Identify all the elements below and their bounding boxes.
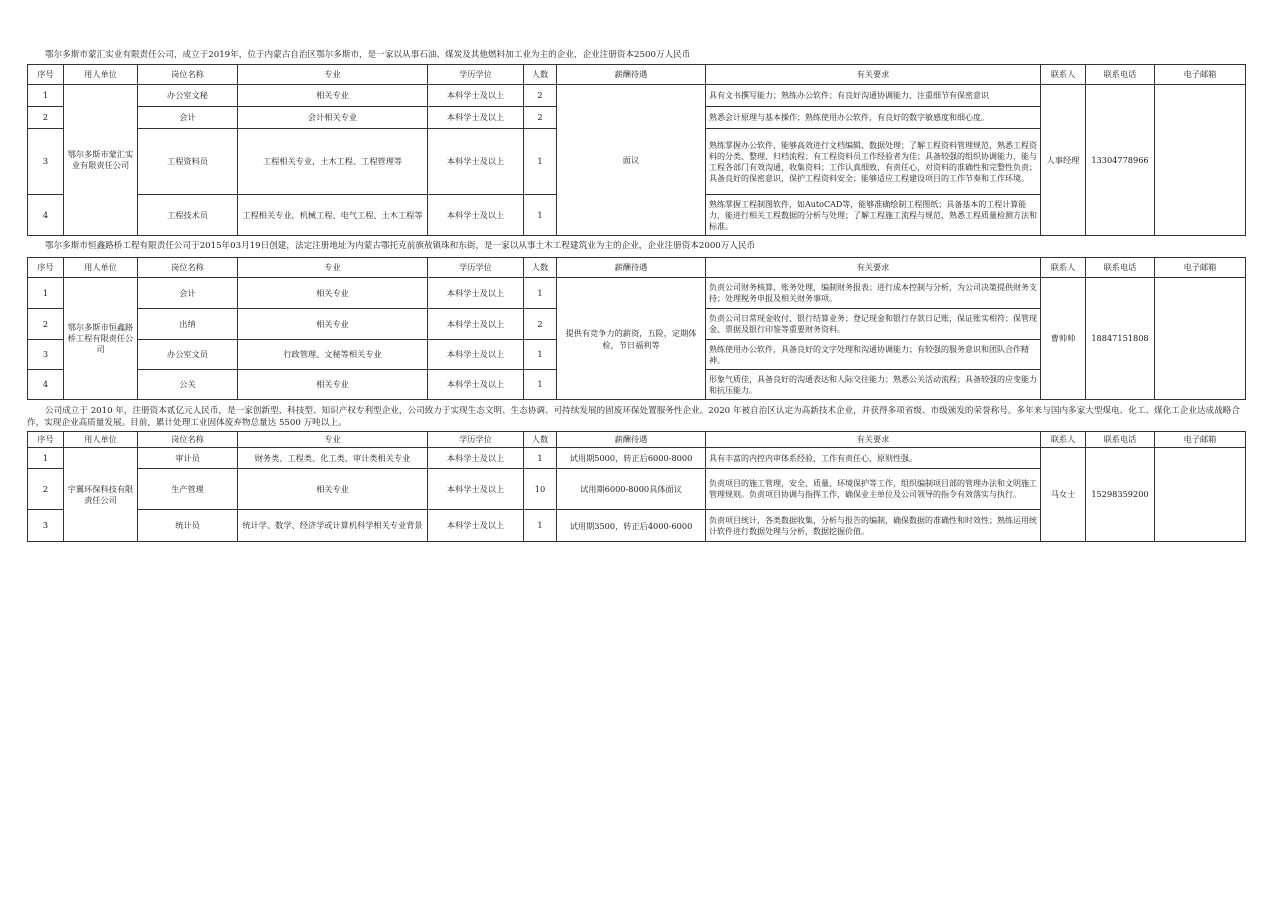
header-cell: 学历学位 xyxy=(428,65,524,85)
header-cell: 序号 xyxy=(28,258,64,278)
employer-name: 宇翼环保科技有限责任公司 xyxy=(64,448,138,542)
degree: 本科学士及以上 xyxy=(428,195,524,236)
header-cell: 薪酬待遇 xyxy=(557,258,706,278)
requirements: 负责项目的施工管理，安全、质量、环境保护等工作，组织编制项目部的管理办法和文明施工管理规则。负责项目协调与指挥工作，确保业主单位及公司领导的指令有效落实与执行。 xyxy=(706,469,1041,510)
header-cell: 有关要求 xyxy=(706,258,1041,278)
post-name: 生产管理 xyxy=(138,469,238,510)
degree: 本科学士及以上 xyxy=(428,278,524,309)
row-number: 3 xyxy=(28,129,64,195)
major: 统计学、数学、经济学或计算机科学相关专业背景 xyxy=(238,510,428,542)
post-name: 办公室文秘 xyxy=(138,85,238,107)
requirements: 熟练掌握工程制图软件，如AutoCAD等，能够准确绘制工程图纸；具备基本的工程计算能力，能进行相关工程数据的分析与处理；了解工程施工流程与规范，熟悉工程质量检测方法和标准。 xyxy=(706,195,1041,236)
job-table xyxy=(27,257,1246,400)
row-number: 2 xyxy=(28,107,64,129)
degree: 本科学士及以上 xyxy=(428,129,524,195)
major: 相关专业 xyxy=(238,309,428,340)
salary: 面议 xyxy=(557,85,706,236)
row-number: 2 xyxy=(28,469,64,510)
contact-email xyxy=(1155,85,1246,236)
headcount: 1 xyxy=(524,129,557,195)
row-number: 2 xyxy=(28,309,64,340)
headcount: 2 xyxy=(524,107,557,129)
employer-name: 鄂尔多斯市蒙汇实业有限责任公司 xyxy=(64,85,138,236)
row-number: 4 xyxy=(28,370,64,400)
header-cell: 岗位名称 xyxy=(138,432,238,448)
document-page xyxy=(27,46,1245,542)
major: 行政管理、文秘等相关专业 xyxy=(238,340,428,370)
header-cell: 用人单位 xyxy=(64,432,138,448)
requirements: 具有丰富的内控内审体系经验，工作有责任心，原则性强。 xyxy=(706,448,1041,469)
major: 会计相关专业 xyxy=(238,107,428,129)
post-name: 公关 xyxy=(138,370,238,400)
header-cell: 联系人 xyxy=(1041,258,1086,278)
contact-person: 曹帅帅 xyxy=(1041,278,1086,400)
headcount: 1 xyxy=(524,340,557,370)
table-row xyxy=(28,278,1246,309)
company-intro: 公司成立于 2010 年，注册资本贰亿元人民币，是一家创新型、科技型、知识产权专利型企业，公司致力于实现生态文明、生态协调、可持续发展的固废环保处置服务性企业。2020 年被自治区认定为高新技术企业，并获得多项省级、市级颁发的荣誉称号。多年来与国内多家大型煤电、化工、煤化工企业达成战略合作，实现企业高质量发展。目前，累计处理工业固体废弃物总量达 5500 万吨以上。 xyxy=(27,406,1240,428)
post-name: 出纳 xyxy=(138,309,238,340)
post-name: 会计 xyxy=(138,107,238,129)
degree: 本科学士及以上 xyxy=(428,510,524,542)
header-cell: 序号 xyxy=(28,432,64,448)
header-cell: 联系电话 xyxy=(1086,432,1155,448)
headcount: 10 xyxy=(524,469,557,510)
row-number: 1 xyxy=(28,85,64,107)
header-cell: 用人单位 xyxy=(64,258,138,278)
headcount: 2 xyxy=(524,85,557,107)
header-cell: 专业 xyxy=(238,432,428,448)
major: 相关专业 xyxy=(238,278,428,309)
degree: 本科学士及以上 xyxy=(428,309,524,340)
header-cell: 人数 xyxy=(524,432,557,448)
header-cell: 电子邮箱 xyxy=(1155,65,1246,85)
degree: 本科学士及以上 xyxy=(428,85,524,107)
contact-phone: 15298359200 xyxy=(1086,448,1155,542)
major: 工程相关专业，机械工程、电气工程、土木工程等 xyxy=(238,195,428,236)
requirements: 熟悉会计原理与基本操作；熟练使用办公软件，有良好的数字敏感度和细心度。 xyxy=(706,107,1041,129)
degree: 本科学士及以上 xyxy=(428,107,524,129)
table-row xyxy=(28,448,1246,469)
header-cell: 有关要求 xyxy=(706,65,1041,85)
header-cell: 学历学位 xyxy=(428,258,524,278)
header-cell: 人数 xyxy=(524,65,557,85)
major: 相关专业 xyxy=(238,85,428,107)
requirements: 形象气质佳，具备良好的沟通表达和人际交往能力；熟悉公关活动流程；具备较强的应变能力和抗压能力。 xyxy=(706,370,1041,400)
company-intro: 鄂尔多斯市蒙汇实业有限责任公司，成立于2019年，位于内蒙古自治区鄂尔多斯市，是一家以从事石油、煤炭及其他燃料加工业为主的企业，企业注册资本2500万人民币 xyxy=(45,50,691,60)
post-name: 审计员 xyxy=(138,448,238,469)
header-cell: 学历学位 xyxy=(428,432,524,448)
requirements: 熟练掌握办公软件，能够高效进行文档编辑、数据处理；了解工程资料管理规范，熟悉工程资料的分类、整理、归档流程；有工程资料员工作经验者为佳；具备较强的组织协调能力，能与工程各部门有效沟通，收集资料；工作认真细致，有责任心，对资料的准确性和完整性负责； 具备良好的保密意识，保护工程资料安全；能够适应工程建设项目的工作节奏和工作环境。 xyxy=(706,129,1041,195)
header-cell: 联系人 xyxy=(1041,65,1086,85)
table-row xyxy=(28,85,1246,107)
job-table xyxy=(27,64,1246,236)
company-intro: 鄂尔多斯市恒鑫路桥工程有限责任公司于2015年03月19日创建，法定注册地址为内蒙古鄂托克前旗敖镇珠和东街，是一家以从事土木工程建筑业为主的企业，企业注册资本2000万人民币 xyxy=(45,241,756,251)
table-header-row xyxy=(28,258,1246,278)
major: 相关专业 xyxy=(238,370,428,400)
headcount: 1 xyxy=(524,195,557,236)
headcount: 2 xyxy=(524,309,557,340)
header-cell: 有关要求 xyxy=(706,432,1041,448)
header-cell: 联系电话 xyxy=(1086,258,1155,278)
job-table xyxy=(27,431,1246,542)
header-cell: 联系人 xyxy=(1041,432,1086,448)
employer-name: 鄂尔多斯市恒鑫路桥工程有限责任公司 xyxy=(64,278,138,400)
major: 工程相关专业，土木工程、工程管理等 xyxy=(238,129,428,195)
headcount: 1 xyxy=(524,448,557,469)
header-cell: 专业 xyxy=(238,65,428,85)
row-number: 1 xyxy=(28,278,64,309)
requirements: 具有文书撰写能力；熟练办公软件；有良好沟通协调能力、注重细节有保密意识 xyxy=(706,85,1041,107)
row-number: 3 xyxy=(28,510,64,542)
header-cell: 电子邮箱 xyxy=(1155,258,1246,278)
major: 相关专业 xyxy=(238,469,428,510)
header-cell: 序号 xyxy=(28,65,64,85)
header-cell: 岗位名称 xyxy=(138,258,238,278)
header-cell: 联系电话 xyxy=(1086,65,1155,85)
table-header-row xyxy=(28,432,1246,448)
header-cell: 电子邮箱 xyxy=(1155,432,1246,448)
header-cell: 人数 xyxy=(524,258,557,278)
contact-phone: 18847151808 xyxy=(1086,278,1155,400)
header-cell: 薪酬待遇 xyxy=(557,432,706,448)
salary: 提供有竞争力的薪资，五险，定期体检，节日福利等 xyxy=(557,278,706,400)
headcount: 1 xyxy=(524,370,557,400)
header-cell: 薪酬待遇 xyxy=(557,65,706,85)
post-name: 工程技术员 xyxy=(138,195,238,236)
salary: 试用期3500，转正后4000-6000 xyxy=(557,510,706,542)
degree: 本科学士及以上 xyxy=(428,448,524,469)
requirements: 负责公司财务核算、账务处理，编制财务报表；进行成本控制与分析，为公司决策提供财务支持；处理税务申报及相关财务事项。 xyxy=(706,278,1041,309)
contact-email xyxy=(1155,278,1246,400)
contact-email xyxy=(1155,448,1246,542)
header-cell: 岗位名称 xyxy=(138,65,238,85)
header-cell: 专业 xyxy=(238,258,428,278)
table-header-row xyxy=(28,65,1246,85)
salary: 试用期5000，转正后6000-8000 xyxy=(557,448,706,469)
degree: 本科学士及以上 xyxy=(428,340,524,370)
requirements: 负责公司日常现金收付、银行结算业务；登记现金和银行存款日记账，保证账实相符；保管现金、票据及银行印鉴等重要财务资料。 xyxy=(706,309,1041,340)
degree: 本科学士及以上 xyxy=(428,370,524,400)
contact-phone: 13304778966 xyxy=(1086,85,1155,236)
header-cell: 用人单位 xyxy=(64,65,138,85)
row-number: 4 xyxy=(28,195,64,236)
headcount: 1 xyxy=(524,510,557,542)
major: 财务类、工程类、化工类、审计类相关专业 xyxy=(238,448,428,469)
headcount: 1 xyxy=(524,278,557,309)
post-name: 办公室文员 xyxy=(138,340,238,370)
row-number: 3 xyxy=(28,340,64,370)
contact-person: 人事经理 xyxy=(1041,85,1086,236)
requirements: 熟练使用办公软件，具备良好的文字处理和沟通协调能力；有较强的服务意识和团队合作精神。 xyxy=(706,340,1041,370)
salary: 试用期6000-8000具体面议 xyxy=(557,469,706,510)
post-name: 会计 xyxy=(138,278,238,309)
post-name: 工程资料员 xyxy=(138,129,238,195)
degree: 本科学士及以上 xyxy=(428,469,524,510)
row-number: 1 xyxy=(28,448,64,469)
post-name: 统计员 xyxy=(138,510,238,542)
contact-person: 马女士 xyxy=(1041,448,1086,542)
requirements: 负责项目统计，各类数据收集，分析与报告的编制，确保数据的准确性和时效性；熟练运用统计软件进行数据处理与分析，数据挖掘价值。 xyxy=(706,510,1041,542)
